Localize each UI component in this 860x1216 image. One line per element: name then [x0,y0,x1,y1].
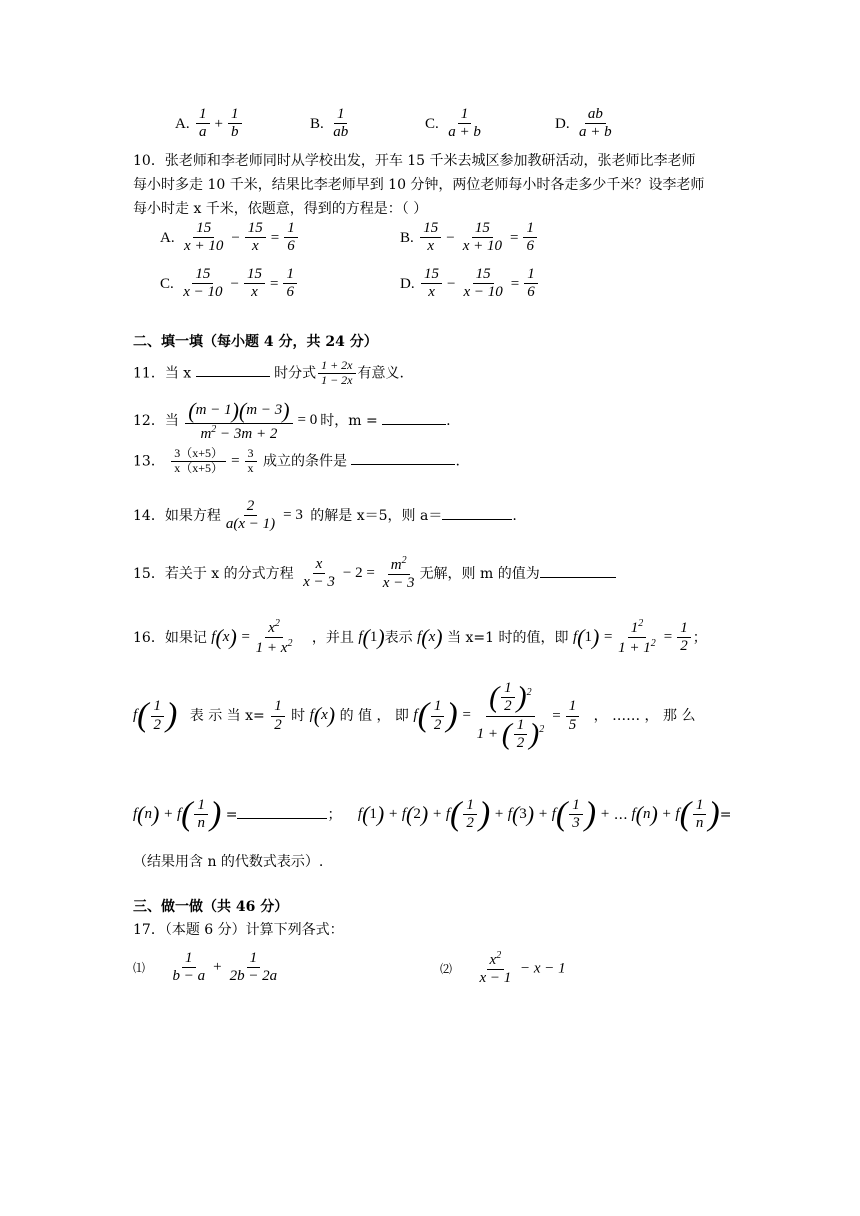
section-2-heading: 二、填一填（每小题 4 分，共 24 分） [133,334,378,350]
q16-ellipsis-then: ， …… ， 那 么 [593,708,696,724]
q14-prefix: 14．如果方程 [133,507,221,524]
option-label: C. [160,275,174,292]
option-label: A. [160,229,175,246]
q16-prefix: 16．如果记 [133,629,207,646]
q13-suffix: . [455,453,460,470]
option-label: B. [310,115,324,132]
q14-answer-blank[interactable] [442,519,512,520]
q10-line-3: 每小时走 x 千米，依题意，得到的方程是：（ ） [133,201,428,217]
q16-when-x1: 当 x=1 时的值，即 [447,629,569,646]
q12-suffix: . [446,412,451,429]
q16-represents: 表示 [384,629,413,646]
q12-middle: 时，m = [320,412,378,429]
q11-suffix: 有意义. [357,365,404,382]
q14-suffix: . [512,507,517,524]
q9-option-a: A. $\frac{1}{a}$ + $\frac{1}{b}$ [175,106,244,142]
question-16-line-1: 16．如果记 f(x) = $\frac{x^2}{1 + x^2}$ ，并且 f(1)表示 f(x) 当 x=1 时的值，即 f(1) = $\frac{1^2}{1 + 1^2}$ = $\frac{1}{2}$ ； [133,618,707,657]
option-label: B. [400,229,414,246]
q11-answer-blank[interactable] [196,376,270,377]
option-label: C. [425,115,439,132]
q16-dots: … [613,806,628,823]
q16-semicolon-1: ； [692,629,707,646]
q15-middle: 无解，则 m 的值为 [419,565,540,582]
q13-prefix: 13． [133,453,165,470]
q16-line2-represents: 表 示 当 x= [189,708,265,724]
section-3-heading: 三、做一做（共 46 分） [133,899,289,915]
q11-prefix: 11．当 x [133,365,192,382]
q16-line2-when: 时 [291,708,306,724]
question-17: 17．（本题 6 分）计算下列各式： [133,922,344,938]
q10-option-a: A. $\frac{15}{x + 10}$ − $\frac{15}{x}$ = $\frac{1}{6}$ [160,220,300,256]
question-11: 11．当 x 时分式 $\frac{1 + 2x}{1 - 2x}$ 有意义. [133,358,404,387]
question-16-line-2: f( $\frac{1}{2}$ ) 表 示 当 x= $\frac{1}{2}$ 时 f(x) 的 值 ， 即 f( $\frac{1}{2}$ ) = ( $\frac{1}{2}$ )$^2$ 1 + ( $\frac{1}{2}$ )$^2$ = $\frac{1}{5}$ ， …… ， 那 么 [133,680,696,751]
q9-option-b: B. $\frac{1}{ab}$ [310,106,349,141]
q17-part-2: ⑵ $\frac{x^2}{x - 1}$ − x − 1 [440,950,566,987]
option-label: D. [400,275,415,292]
q16-answer-blank-1[interactable] [237,818,327,819]
q17-part-1-label: ⑴ [133,960,146,975]
q11-middle: 时分式 [274,365,317,382]
q16-semicolon-2: ； [327,806,342,823]
q12-answer-blank[interactable] [382,424,446,425]
q16-equals-2: = [719,806,732,823]
q17-part-1: ⑴ $\frac{1}{b - a}$ + $\frac{1}{2b - 2a}$ [133,950,278,985]
question-13: 13． $\frac{3(x+5)}{x(x+5)}$ = $\frac{3}{x}$ 成立的条件是 . [133,446,460,475]
q14-middle: 的解是 x＝5，则 a＝ [310,507,443,524]
q9-option-d: D. $\frac{ab}{a + b}$ [555,106,612,141]
q16-line2-value: 的 值 ， 即 [339,708,409,724]
q15-prefix: 15．若关于 x 的分式方程 [133,565,294,582]
q9-option-c: C. $\frac{1}{a + b}$ [425,106,481,141]
question-16-line-3: f(n) + f( $\frac{1}{n}$ ) = ； f(1) + f(2) + f( $\frac{1}{2}$ ) + f(3) + f( $\frac{1}{3}$ ) + … f(n) + f( $\frac{1}{n}$ )= [133,795,732,833]
q10-option-d: D. $\frac{15}{x}$ − $\frac{15}{x - 10}$ = $\frac{1}{6}$ [400,266,540,302]
question-14: 14．如果方程 $\frac{2}{a(x - 1)}$ = 3 的解是 x＝5，则 a＝ . [133,498,517,533]
q13-answer-blank[interactable] [351,464,455,465]
q13-middle: 成立的条件是 [262,453,347,470]
q12-prefix: 12．当 [133,412,179,429]
question-12: 12．当 $\frac{(m - 1)(m - 3)}{m^2 - 3m + 2}$ = 0 时，m = . [133,398,451,443]
q16-note: （结果用含 n 的代数式表示）. [133,854,324,870]
q10-option-b: B. $\frac{15}{x}$ − $\frac{15}{x + 10}$ = $\frac{1}{6}$ [400,220,539,256]
option-label: A. [175,115,190,132]
q16-equals-1: = [225,806,238,823]
q16-and: ，并且 [311,629,354,646]
q15-answer-blank[interactable] [540,577,616,578]
q10-line-1: 10．张老师和李老师同时从学校出发，开车 15 千米去城区参加教研活动，张老师比李老师 [133,153,696,169]
q10-option-c: C. $\frac{15}{x - 10}$ − $\frac{15}{x}$ = $\frac{1}{6}$ [160,266,299,302]
q17-part-2-label: ⑵ [440,961,453,976]
q10-line-2: 每小时多走 10 千米，结果比李老师早到 10 分钟，两位老师每小时各走多少千米？设李老师 [133,177,705,193]
question-15: 15．若关于 x 的分式方程 $\frac{x}{x - 3}$ − 2 = $\frac{m^2}{x - 3}$ 无解，则 m 的值为 [133,555,616,593]
option-label: D. [555,115,570,132]
